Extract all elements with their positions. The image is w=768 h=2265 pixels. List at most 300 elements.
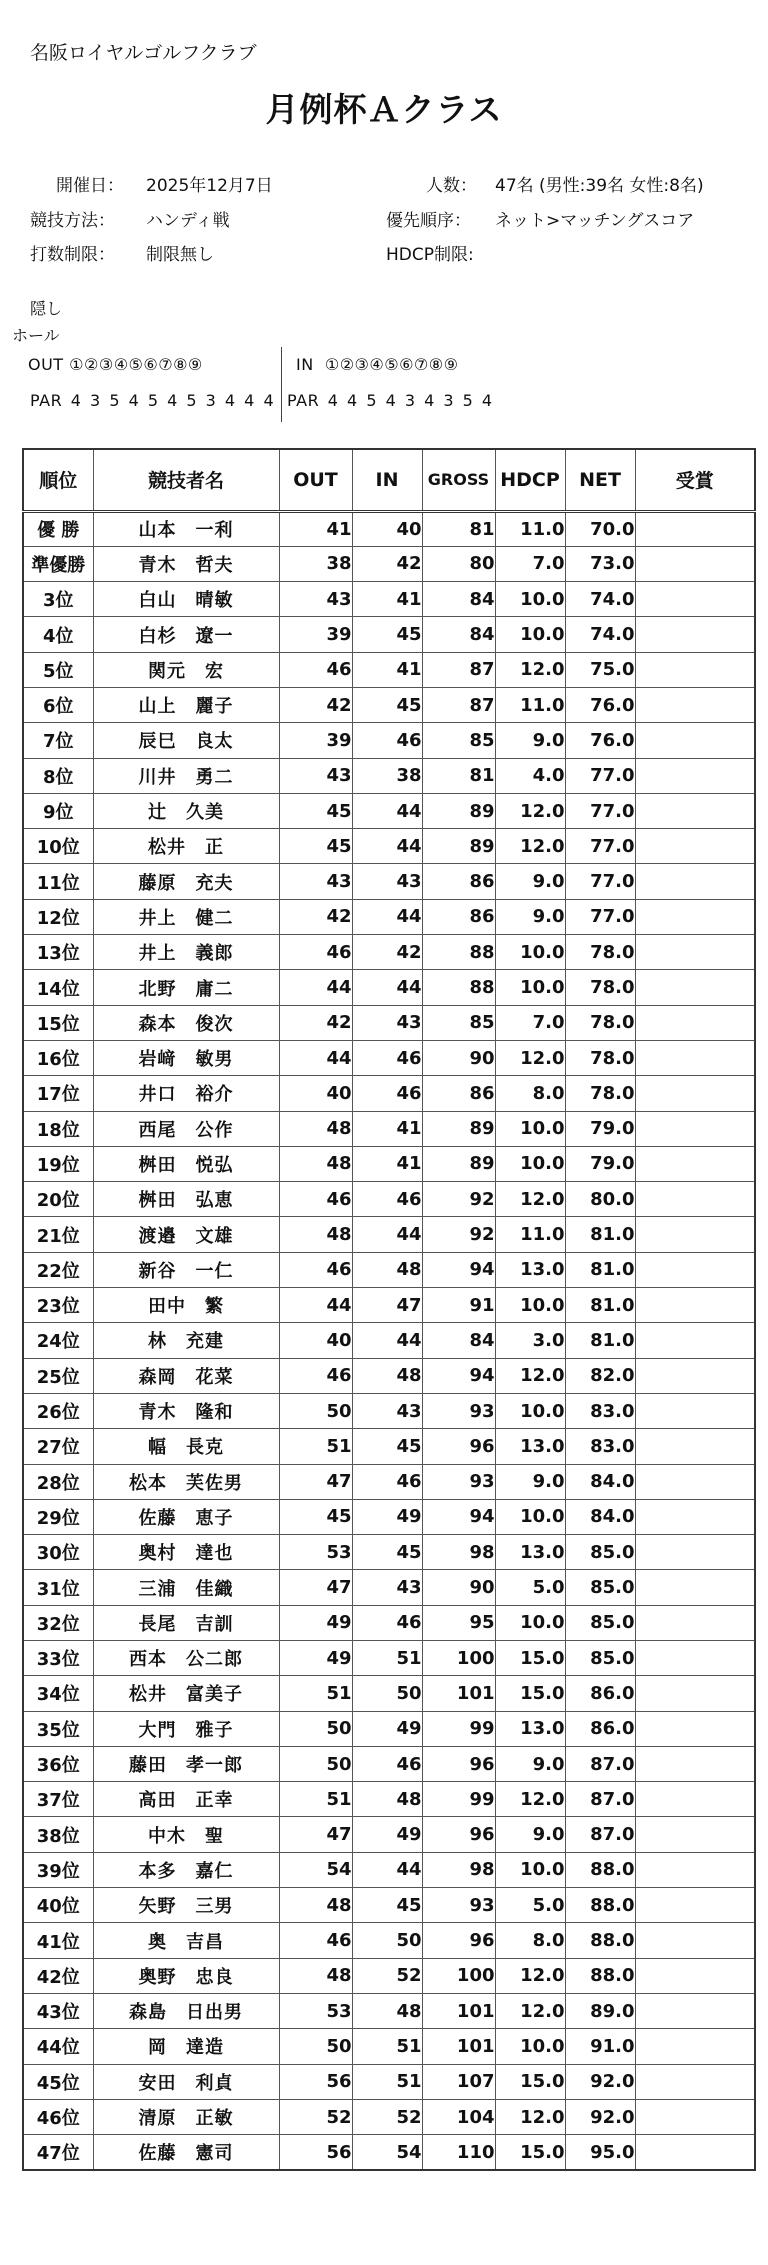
table-row bbox=[23, 1252, 755, 1287]
hidden-label: 隠し bbox=[30, 299, 63, 318]
gross-cell: 89 bbox=[422, 1146, 495, 1181]
in-cell: 41 bbox=[352, 1111, 422, 1146]
col-header-gross: GROSS bbox=[422, 449, 495, 511]
gross-cell: 81 bbox=[422, 511, 495, 546]
hdcp-cell: 12.0 bbox=[495, 1182, 565, 1217]
net-cell: 76.0 bbox=[565, 723, 635, 758]
out-label: OUT bbox=[28, 355, 64, 374]
out-cell: 44 bbox=[279, 970, 352, 1005]
table-row bbox=[23, 970, 755, 1005]
hdcp-cell: 10.0 bbox=[495, 1288, 565, 1323]
table-row bbox=[23, 1641, 755, 1676]
award-cell bbox=[635, 2099, 755, 2134]
gross-cell: 85 bbox=[422, 1005, 495, 1040]
name-cell: 中木 聖 bbox=[93, 1817, 279, 1852]
hdcp-cell: 12.0 bbox=[495, 793, 565, 828]
in-cell: 45 bbox=[352, 1888, 422, 1923]
rank-cell: 45位 bbox=[23, 2064, 93, 2099]
hdcp-cell: 11.0 bbox=[495, 687, 565, 722]
name-cell: 佐藤 恵子 bbox=[93, 1499, 279, 1534]
in-cell: 38 bbox=[352, 758, 422, 793]
award-cell bbox=[635, 1040, 755, 1075]
in-cell: 46 bbox=[352, 1040, 422, 1075]
hdcp-cell: 10.0 bbox=[495, 582, 565, 617]
gross-cell: 85 bbox=[422, 723, 495, 758]
table-row bbox=[23, 1923, 755, 1958]
out-cell: 50 bbox=[279, 2029, 352, 2064]
award-cell bbox=[635, 652, 755, 687]
net-cell: 85.0 bbox=[565, 1605, 635, 1640]
gross-cell: 94 bbox=[422, 1358, 495, 1393]
rank-cell: 22位 bbox=[23, 1252, 93, 1287]
out-hole-row bbox=[28, 355, 203, 374]
award-cell bbox=[635, 1111, 755, 1146]
name-cell: 白杉 遼一 bbox=[93, 617, 279, 652]
award-cell bbox=[635, 1676, 755, 1711]
hdcp-cell: 10.0 bbox=[495, 1393, 565, 1428]
gross-cell: 84 bbox=[422, 617, 495, 652]
par-out-row bbox=[30, 391, 274, 410]
hdcp-cell: 4.0 bbox=[495, 758, 565, 793]
method-value: ハンディ戦 bbox=[146, 211, 230, 231]
name-cell: 奥野 忠良 bbox=[93, 1958, 279, 1993]
out-cell: 42 bbox=[279, 1005, 352, 1040]
net-cell: 87.0 bbox=[565, 1782, 635, 1817]
rank-cell: 34位 bbox=[23, 1676, 93, 1711]
name-cell: 西尾 公作 bbox=[93, 1111, 279, 1146]
award-cell bbox=[635, 1852, 755, 1887]
out-cell: 46 bbox=[279, 652, 352, 687]
out-cell: 46 bbox=[279, 935, 352, 970]
out-cell: 40 bbox=[279, 1076, 352, 1111]
table-row bbox=[23, 1676, 755, 1711]
table-row bbox=[23, 1746, 755, 1781]
hdcp-cell: 13.0 bbox=[495, 1711, 565, 1746]
award-cell bbox=[635, 1605, 755, 1640]
award-cell bbox=[635, 1817, 755, 1852]
table-row bbox=[23, 1076, 755, 1111]
out-cell: 43 bbox=[279, 582, 352, 617]
out-cell: 49 bbox=[279, 1605, 352, 1640]
table-row bbox=[23, 1146, 755, 1181]
in-label: IN bbox=[296, 355, 314, 374]
rank-cell: 21位 bbox=[23, 1217, 93, 1252]
gross-cell: 104 bbox=[422, 2099, 495, 2134]
out-cell: 47 bbox=[279, 1570, 352, 1605]
name-cell: 関元 宏 bbox=[93, 652, 279, 687]
gross-cell: 98 bbox=[422, 1852, 495, 1887]
name-cell: 清原 正敏 bbox=[93, 2099, 279, 2134]
gross-cell: 84 bbox=[422, 582, 495, 617]
gross-cell: 87 bbox=[422, 652, 495, 687]
award-cell bbox=[635, 1499, 755, 1534]
award-cell bbox=[635, 1641, 755, 1676]
net-cell: 95.0 bbox=[565, 2135, 635, 2170]
hdcp-cell: 10.0 bbox=[495, 1605, 565, 1640]
gross-cell: 93 bbox=[422, 1393, 495, 1428]
award-cell bbox=[635, 1393, 755, 1428]
gross-cell: 96 bbox=[422, 1817, 495, 1852]
out-cell: 38 bbox=[279, 546, 352, 581]
net-cell: 77.0 bbox=[565, 793, 635, 828]
name-cell: 辻 久美 bbox=[93, 793, 279, 828]
rank-cell: 9位 bbox=[23, 793, 93, 828]
rank-cell: 準優勝 bbox=[23, 546, 93, 581]
rank-cell: 12位 bbox=[23, 899, 93, 934]
rank-cell: 42位 bbox=[23, 1958, 93, 1993]
hdcp-cell: 9.0 bbox=[495, 1464, 565, 1499]
hdcp-cell: 12.0 bbox=[495, 829, 565, 864]
net-cell: 83.0 bbox=[565, 1393, 635, 1428]
in-cell: 46 bbox=[352, 1464, 422, 1499]
gross-cell: 88 bbox=[422, 935, 495, 970]
net-cell: 79.0 bbox=[565, 1111, 635, 1146]
award-cell bbox=[635, 617, 755, 652]
out-cell: 53 bbox=[279, 1535, 352, 1570]
par-in-values: 4 4 5 4 3 4 3 5 4 bbox=[327, 391, 493, 410]
gross-cell: 101 bbox=[422, 1993, 495, 2028]
hdcp-cell: 9.0 bbox=[495, 723, 565, 758]
net-cell: 78.0 bbox=[565, 1076, 635, 1111]
out-cell: 44 bbox=[279, 1040, 352, 1075]
name-cell: 井口 裕介 bbox=[93, 1076, 279, 1111]
gross-cell: 92 bbox=[422, 1217, 495, 1252]
table-row bbox=[23, 617, 755, 652]
rank-cell: 11位 bbox=[23, 864, 93, 899]
net-cell: 80.0 bbox=[565, 1182, 635, 1217]
in-cell: 50 bbox=[352, 1676, 422, 1711]
table-row bbox=[23, 1429, 755, 1464]
in-cell: 44 bbox=[352, 1217, 422, 1252]
rank-cell: 7位 bbox=[23, 723, 93, 758]
table-row bbox=[23, 2064, 755, 2099]
name-cell: 新谷 一仁 bbox=[93, 1252, 279, 1287]
in-cell: 51 bbox=[352, 1641, 422, 1676]
table-row bbox=[23, 1570, 755, 1605]
in-cell: 43 bbox=[352, 1393, 422, 1428]
out-cell: 40 bbox=[279, 1323, 352, 1358]
out-cell: 51 bbox=[279, 1429, 352, 1464]
rank-cell: 46位 bbox=[23, 2099, 93, 2134]
rank-cell: 37位 bbox=[23, 1782, 93, 1817]
table-row bbox=[23, 1464, 755, 1499]
rank-cell: 38位 bbox=[23, 1817, 93, 1852]
out-cell: 56 bbox=[279, 2064, 352, 2099]
name-cell: 藤田 孝一郎 bbox=[93, 1746, 279, 1781]
par-in-label: PAR bbox=[287, 391, 320, 410]
out-cell: 50 bbox=[279, 1393, 352, 1428]
out-cell: 54 bbox=[279, 1852, 352, 1887]
in-cell: 52 bbox=[352, 1958, 422, 1993]
out-cell: 43 bbox=[279, 758, 352, 793]
net-cell: 87.0 bbox=[565, 1746, 635, 1781]
net-cell: 77.0 bbox=[565, 899, 635, 934]
table-row bbox=[23, 1393, 755, 1428]
award-cell bbox=[635, 864, 755, 899]
hdcp-cell: 12.0 bbox=[495, 1358, 565, 1393]
gross-cell: 94 bbox=[422, 1252, 495, 1287]
rank-cell: 3位 bbox=[23, 582, 93, 617]
name-cell: 田中 繁 bbox=[93, 1288, 279, 1323]
in-cell: 48 bbox=[352, 1358, 422, 1393]
table-row bbox=[23, 1711, 755, 1746]
results-table bbox=[22, 448, 756, 2171]
table-row bbox=[23, 1782, 755, 1817]
gross-cell: 100 bbox=[422, 1958, 495, 1993]
out-cell: 50 bbox=[279, 1711, 352, 1746]
gross-cell: 94 bbox=[422, 1499, 495, 1534]
award-cell bbox=[635, 1570, 755, 1605]
name-cell: 松井 正 bbox=[93, 829, 279, 864]
hdcp-cell: 9.0 bbox=[495, 1746, 565, 1781]
award-cell bbox=[635, 1535, 755, 1570]
rank-cell: 20位 bbox=[23, 1182, 93, 1217]
table-row bbox=[23, 723, 755, 758]
table-row bbox=[23, 1358, 755, 1393]
out-cell: 44 bbox=[279, 1288, 352, 1323]
hdcp-cell: 10.0 bbox=[495, 617, 565, 652]
award-cell bbox=[635, 1429, 755, 1464]
in-hole-numbers: ①②③④⑤⑥⑦⑧⑨ bbox=[324, 355, 459, 374]
col-header-rank: 順位 bbox=[23, 449, 93, 511]
out-cell: 45 bbox=[279, 829, 352, 864]
gross-cell: 110 bbox=[422, 2135, 495, 2170]
name-cell: 辰巳 良太 bbox=[93, 723, 279, 758]
out-cell: 51 bbox=[279, 1782, 352, 1817]
award-cell bbox=[635, 1923, 755, 1958]
net-cell: 92.0 bbox=[565, 2064, 635, 2099]
in-cell: 45 bbox=[352, 687, 422, 722]
gross-cell: 101 bbox=[422, 1676, 495, 1711]
net-cell: 86.0 bbox=[565, 1676, 635, 1711]
hdcp-cell: 12.0 bbox=[495, 1782, 565, 1817]
gross-cell: 92 bbox=[422, 1182, 495, 1217]
table-row bbox=[23, 546, 755, 581]
out-cell: 47 bbox=[279, 1817, 352, 1852]
in-cell: 44 bbox=[352, 899, 422, 934]
in-cell: 43 bbox=[352, 1005, 422, 1040]
priority-value: ネット>マッチングスコア bbox=[495, 211, 695, 231]
table-row bbox=[23, 864, 755, 899]
rank-cell: 14位 bbox=[23, 970, 93, 1005]
rank-cell: 44位 bbox=[23, 2029, 93, 2064]
table-row bbox=[23, 1040, 755, 1075]
in-cell: 44 bbox=[352, 829, 422, 864]
name-cell: 松井 富美子 bbox=[93, 1676, 279, 1711]
in-cell: 45 bbox=[352, 617, 422, 652]
name-cell: 森島 日出男 bbox=[93, 1993, 279, 2028]
in-cell: 40 bbox=[352, 511, 422, 546]
net-cell: 78.0 bbox=[565, 1005, 635, 1040]
out-cell: 46 bbox=[279, 1358, 352, 1393]
award-cell bbox=[635, 899, 755, 934]
hdcp-limit-label: HDCP制限: bbox=[386, 245, 474, 265]
hdcp-cell: 13.0 bbox=[495, 1429, 565, 1464]
name-cell: 藤原 充夫 bbox=[93, 864, 279, 899]
rank-cell: 4位 bbox=[23, 617, 93, 652]
net-cell: 74.0 bbox=[565, 617, 635, 652]
name-cell: 大門 雅子 bbox=[93, 1711, 279, 1746]
out-cell: 39 bbox=[279, 617, 352, 652]
par-in-row bbox=[287, 391, 493, 410]
rank-cell: 8位 bbox=[23, 758, 93, 793]
rank-cell: 33位 bbox=[23, 1641, 93, 1676]
name-cell: 高田 正幸 bbox=[93, 1782, 279, 1817]
hdcp-cell: 5.0 bbox=[495, 1570, 565, 1605]
name-cell: 佐藤 憲司 bbox=[93, 2135, 279, 2170]
gross-cell: 89 bbox=[422, 829, 495, 864]
net-cell: 91.0 bbox=[565, 2029, 635, 2064]
table-row bbox=[23, 1323, 755, 1358]
award-cell bbox=[635, 1888, 755, 1923]
rank-cell: 24位 bbox=[23, 1323, 93, 1358]
out-cell: 46 bbox=[279, 1923, 352, 1958]
table-row bbox=[23, 1817, 755, 1852]
net-cell: 81.0 bbox=[565, 1288, 635, 1323]
rank-cell: 13位 bbox=[23, 935, 93, 970]
name-cell: 渡邉 文雄 bbox=[93, 1217, 279, 1252]
hdcp-cell: 7.0 bbox=[495, 1005, 565, 1040]
gross-cell: 96 bbox=[422, 1429, 495, 1464]
in-cell: 49 bbox=[352, 1817, 422, 1852]
rank-cell: 16位 bbox=[23, 1040, 93, 1075]
award-cell bbox=[635, 2135, 755, 2170]
award-cell bbox=[635, 1464, 755, 1499]
rank-cell: 10位 bbox=[23, 829, 93, 864]
table-row bbox=[23, 1993, 755, 2028]
net-cell: 85.0 bbox=[565, 1641, 635, 1676]
award-cell bbox=[635, 935, 755, 970]
award-cell bbox=[635, 1958, 755, 1993]
table-row bbox=[23, 1888, 755, 1923]
name-cell: 川井 勇二 bbox=[93, 758, 279, 793]
table-row bbox=[23, 2135, 755, 2170]
out-cell: 50 bbox=[279, 1746, 352, 1781]
out-cell: 48 bbox=[279, 1217, 352, 1252]
gross-cell: 96 bbox=[422, 1923, 495, 1958]
name-cell: 松本 芙佐男 bbox=[93, 1464, 279, 1499]
in-cell: 41 bbox=[352, 652, 422, 687]
count-label: 人数： bbox=[426, 176, 477, 196]
table-row bbox=[23, 1182, 755, 1217]
hdcp-cell: 15.0 bbox=[495, 2135, 565, 2170]
table-row bbox=[23, 829, 755, 864]
out-cell: 48 bbox=[279, 1146, 352, 1181]
out-cell: 53 bbox=[279, 1993, 352, 2028]
net-cell: 87.0 bbox=[565, 1817, 635, 1852]
award-cell bbox=[635, 687, 755, 722]
award-cell bbox=[635, 1146, 755, 1181]
net-cell: 83.0 bbox=[565, 1429, 635, 1464]
in-cell: 52 bbox=[352, 2099, 422, 2134]
date-label: 開催日： bbox=[56, 176, 124, 196]
name-cell: 森岡 花菜 bbox=[93, 1358, 279, 1393]
name-cell: 幅 長克 bbox=[93, 1429, 279, 1464]
gross-cell: 90 bbox=[422, 1040, 495, 1075]
out-cell: 51 bbox=[279, 1676, 352, 1711]
net-cell: 84.0 bbox=[565, 1499, 635, 1534]
in-cell: 45 bbox=[352, 1535, 422, 1570]
net-cell: 85.0 bbox=[565, 1570, 635, 1605]
in-cell: 45 bbox=[352, 1429, 422, 1464]
in-cell: 48 bbox=[352, 1782, 422, 1817]
gross-cell: 87 bbox=[422, 687, 495, 722]
name-cell: 本多 嘉仁 bbox=[93, 1852, 279, 1887]
rank-cell: 23位 bbox=[23, 1288, 93, 1323]
hdcp-cell: 10.0 bbox=[495, 1111, 565, 1146]
in-cell: 54 bbox=[352, 2135, 422, 2170]
limit-label: 打数制限： bbox=[30, 245, 115, 265]
gross-cell: 86 bbox=[422, 899, 495, 934]
name-cell: 長尾 吉訓 bbox=[93, 1605, 279, 1640]
col-header-out: OUT bbox=[279, 449, 352, 511]
net-cell: 82.0 bbox=[565, 1358, 635, 1393]
hdcp-cell: 11.0 bbox=[495, 1217, 565, 1252]
in-cell: 50 bbox=[352, 1923, 422, 1958]
gross-cell: 89 bbox=[422, 793, 495, 828]
hdcp-cell: 3.0 bbox=[495, 1323, 565, 1358]
name-cell: 白山 晴敏 bbox=[93, 582, 279, 617]
hdcp-cell: 5.0 bbox=[495, 1888, 565, 1923]
hdcp-cell: 10.0 bbox=[495, 1852, 565, 1887]
rank-cell: 26位 bbox=[23, 1393, 93, 1428]
net-cell: 89.0 bbox=[565, 1993, 635, 2028]
award-cell bbox=[635, 1076, 755, 1111]
hdcp-cell: 12.0 bbox=[495, 1040, 565, 1075]
out-hole-numbers: ①②③④⑤⑥⑦⑧⑨ bbox=[69, 355, 203, 374]
rank-cell: 47位 bbox=[23, 2135, 93, 2170]
name-cell: 北野 庸二 bbox=[93, 970, 279, 1005]
name-cell: 奥村 達也 bbox=[93, 1535, 279, 1570]
net-cell: 75.0 bbox=[565, 652, 635, 687]
hdcp-cell: 9.0 bbox=[495, 864, 565, 899]
net-cell: 81.0 bbox=[565, 1323, 635, 1358]
award-cell bbox=[635, 1782, 755, 1817]
name-cell: 岩﨑 敏男 bbox=[93, 1040, 279, 1075]
hdcp-cell: 9.0 bbox=[495, 1817, 565, 1852]
rank-cell: 43位 bbox=[23, 1993, 93, 2028]
gross-cell: 86 bbox=[422, 864, 495, 899]
rank-cell: 優 勝 bbox=[23, 511, 93, 546]
award-cell bbox=[635, 793, 755, 828]
table-row bbox=[23, 793, 755, 828]
out-cell: 52 bbox=[279, 2099, 352, 2134]
table-row bbox=[23, 582, 755, 617]
table-row bbox=[23, 1111, 755, 1146]
out-cell: 43 bbox=[279, 864, 352, 899]
in-cell: 42 bbox=[352, 935, 422, 970]
in-cell: 42 bbox=[352, 546, 422, 581]
rank-cell: 17位 bbox=[23, 1076, 93, 1111]
out-cell: 45 bbox=[279, 793, 352, 828]
hdcp-cell: 12.0 bbox=[495, 1958, 565, 1993]
award-cell bbox=[635, 1288, 755, 1323]
table-row bbox=[23, 1288, 755, 1323]
in-cell: 44 bbox=[352, 970, 422, 1005]
in-cell: 51 bbox=[352, 2064, 422, 2099]
net-cell: 77.0 bbox=[565, 758, 635, 793]
net-cell: 79.0 bbox=[565, 1146, 635, 1181]
net-cell: 73.0 bbox=[565, 546, 635, 581]
gross-cell: 95 bbox=[422, 1605, 495, 1640]
hdcp-cell: 9.0 bbox=[495, 899, 565, 934]
net-cell: 78.0 bbox=[565, 1040, 635, 1075]
name-cell: 山本 一利 bbox=[93, 511, 279, 546]
name-cell: 林 充建 bbox=[93, 1323, 279, 1358]
award-cell bbox=[635, 1217, 755, 1252]
table-row bbox=[23, 758, 755, 793]
award-cell bbox=[635, 2064, 755, 2099]
